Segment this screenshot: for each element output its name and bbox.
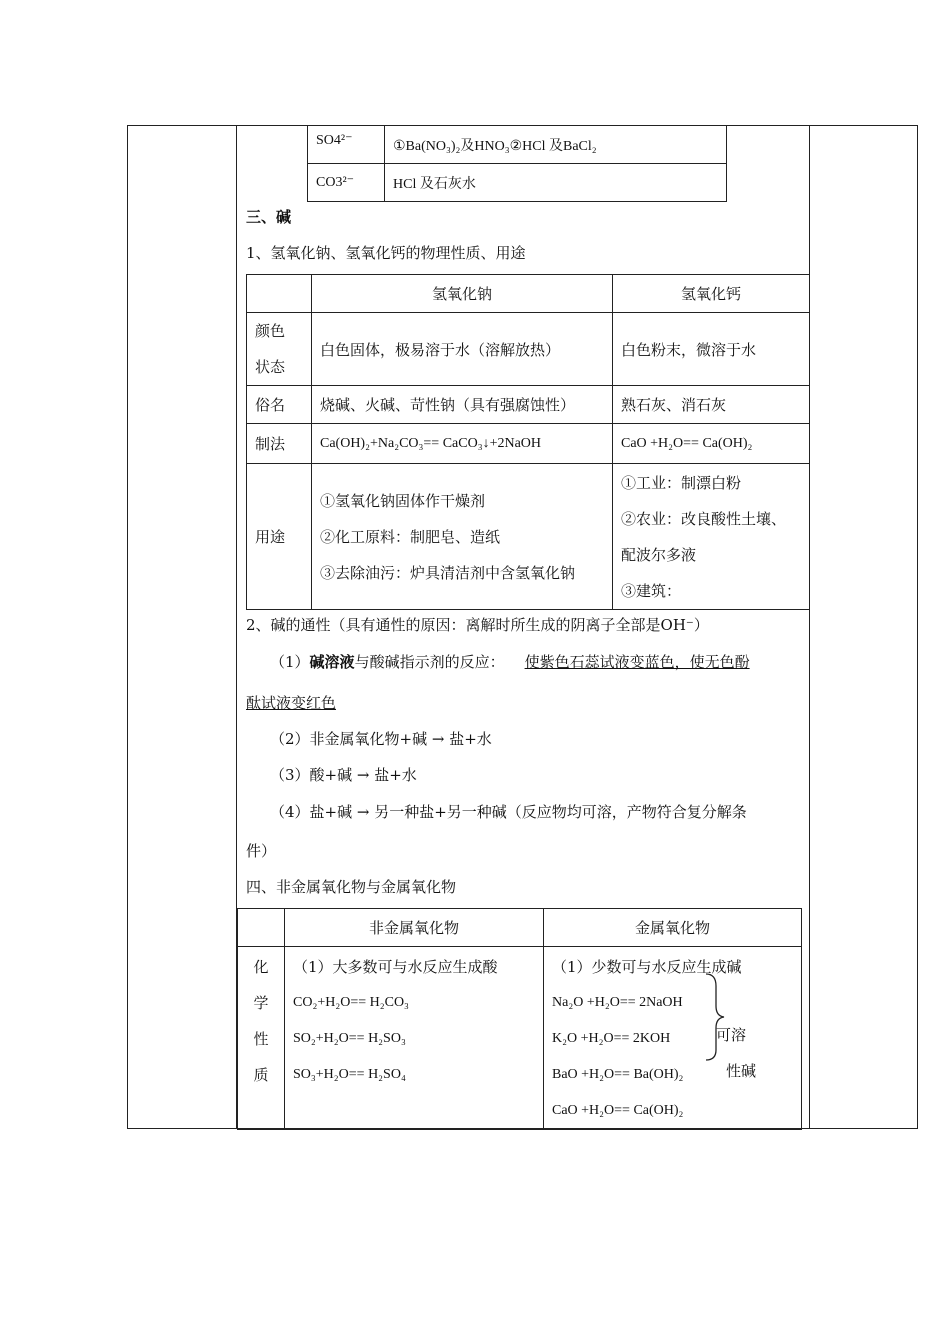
property-paragraph-4-continued: 件） — [246, 842, 277, 860]
reaction-line: Na₂O +H₂O== 2NaOH — [552, 995, 683, 1010]
header-naoh: 氢氧化钠 — [312, 275, 613, 313]
brace-label: 性碱 — [726, 1062, 757, 1080]
row-label — [247, 313, 312, 386]
row-label-vertical — [238, 947, 285, 1130]
header-nonmetal: 非金属氧化物 — [285, 909, 544, 947]
subsection-title: 1、氢氧化钠、氢氧化钙的物理性质、用途 — [246, 244, 526, 262]
row-label: 制法 — [247, 424, 312, 464]
header-empty — [238, 909, 285, 947]
naoh-cell: Ca(OH)₂+Na₂CO₃== CaCO₃↓+2NaOH — [312, 424, 613, 464]
naoh-cell: 烧碱、火碱、苛性钠（具有强腐蚀性） — [312, 386, 613, 424]
item-number: （1） — [270, 653, 310, 671]
caoh-cell: 熟石灰、消石灰 — [613, 386, 810, 424]
bold-term: 碱溶液 — [309, 653, 355, 671]
answer-text-continued: 酞试液变红色 — [246, 694, 337, 712]
use-line: ②化工原料：制肥皂、造纸 — [320, 527, 501, 546]
base-properties-table — [246, 274, 810, 610]
item-text: 与酸碱指示剂的反应： — [354, 653, 505, 671]
row-label: 俗名 — [247, 386, 312, 424]
nonmetal-cell — [285, 947, 544, 1130]
use-line: ②农业：改良酸性土壤、 — [621, 509, 787, 528]
property-paragraph-2: （2）非金属氧化物+碱 → 盐+水 — [270, 730, 492, 748]
header-empty — [247, 275, 312, 313]
naoh-cell: 白色固体，极易溶于水（溶解放热） — [312, 313, 613, 386]
row-label: 用途 — [247, 464, 312, 610]
header-caoh: 氢氧化钙 — [613, 275, 810, 313]
property-paragraph-3: （3）酸+碱 → 盐+水 — [270, 766, 417, 784]
use-line: 配波尔多液 — [621, 545, 697, 564]
metal-cell — [544, 947, 802, 1130]
section-title: 四、非金属氧化物与金属氧化物 — [246, 878, 457, 896]
use-line: ③去除油污：炉具清洁剂中含氢氧化钠 — [320, 563, 576, 582]
section-title: 三、碱 — [246, 208, 292, 226]
right-brace-icon — [702, 972, 726, 1062]
label-char: 性 — [253, 1030, 269, 1048]
ion-cell: CO3²⁻ — [308, 164, 385, 202]
reaction-line: SO₂+H₂O== H₂SO₃ — [293, 1031, 406, 1046]
ion-test-table — [307, 125, 727, 202]
label-char: 化 — [253, 958, 269, 976]
use-line: ①氢氧化钠固体作干燥剂 — [320, 491, 486, 510]
reagent-cell: ①Ba(NO₃)₂及HNO₃②HCl 及BaCl₂ — [385, 126, 727, 164]
label-char: 质 — [253, 1066, 269, 1084]
naoh-uses-cell — [312, 464, 613, 610]
reagent-cell: HCl 及石灰水 — [385, 164, 727, 202]
ion-cell: SO4²⁻ — [308, 126, 385, 164]
property-paragraph-4: （4）盐+碱 → 另一种盐+另一种碱（反应物均可溶，产物符合复分解条 — [270, 803, 747, 821]
label-line: 颜色 — [255, 322, 286, 340]
reaction-line: SO₃+H₂O== H₂SO₄ — [293, 1067, 406, 1082]
answer-text: 使紫色石蕊试液变蓝色，使无色酚 — [524, 653, 750, 671]
brace-label: 可溶 — [716, 1026, 747, 1044]
reaction-line: CO₂+H₂O== H₂CO₃ — [293, 995, 409, 1010]
caoh-cell: CaO +H₂O== Ca(OH)₂ — [613, 424, 810, 464]
label-char: 学 — [253, 994, 269, 1012]
reaction-line: BaO +H₂O== Ba(OH)₂ — [552, 1067, 684, 1082]
property-paragraph-1 — [270, 651, 750, 672]
use-line: ③建筑： — [621, 581, 682, 600]
use-line: ①工业：制漂白粉 — [621, 473, 742, 492]
label-line: 状态 — [255, 358, 286, 376]
caoh-cell: 白色粉末，微溶于水 — [613, 313, 810, 386]
caoh-uses-cell — [613, 464, 810, 610]
subsection-title: 2、碱的通性（具有通性的原因：离解时所生成的阴离子全部是OH⁻） — [246, 616, 709, 634]
reaction-line: CaO +H₂O== Ca(OH)₂ — [552, 1103, 684, 1118]
reaction-line: （1）大多数可与水反应生成酸 — [293, 958, 498, 976]
reaction-line: K₂O +H₂O== 2KOH — [552, 1031, 671, 1046]
header-metal: 金属氧化物 — [544, 909, 802, 947]
reaction-line: （1）少数可与水反应生成碱 — [552, 958, 742, 976]
